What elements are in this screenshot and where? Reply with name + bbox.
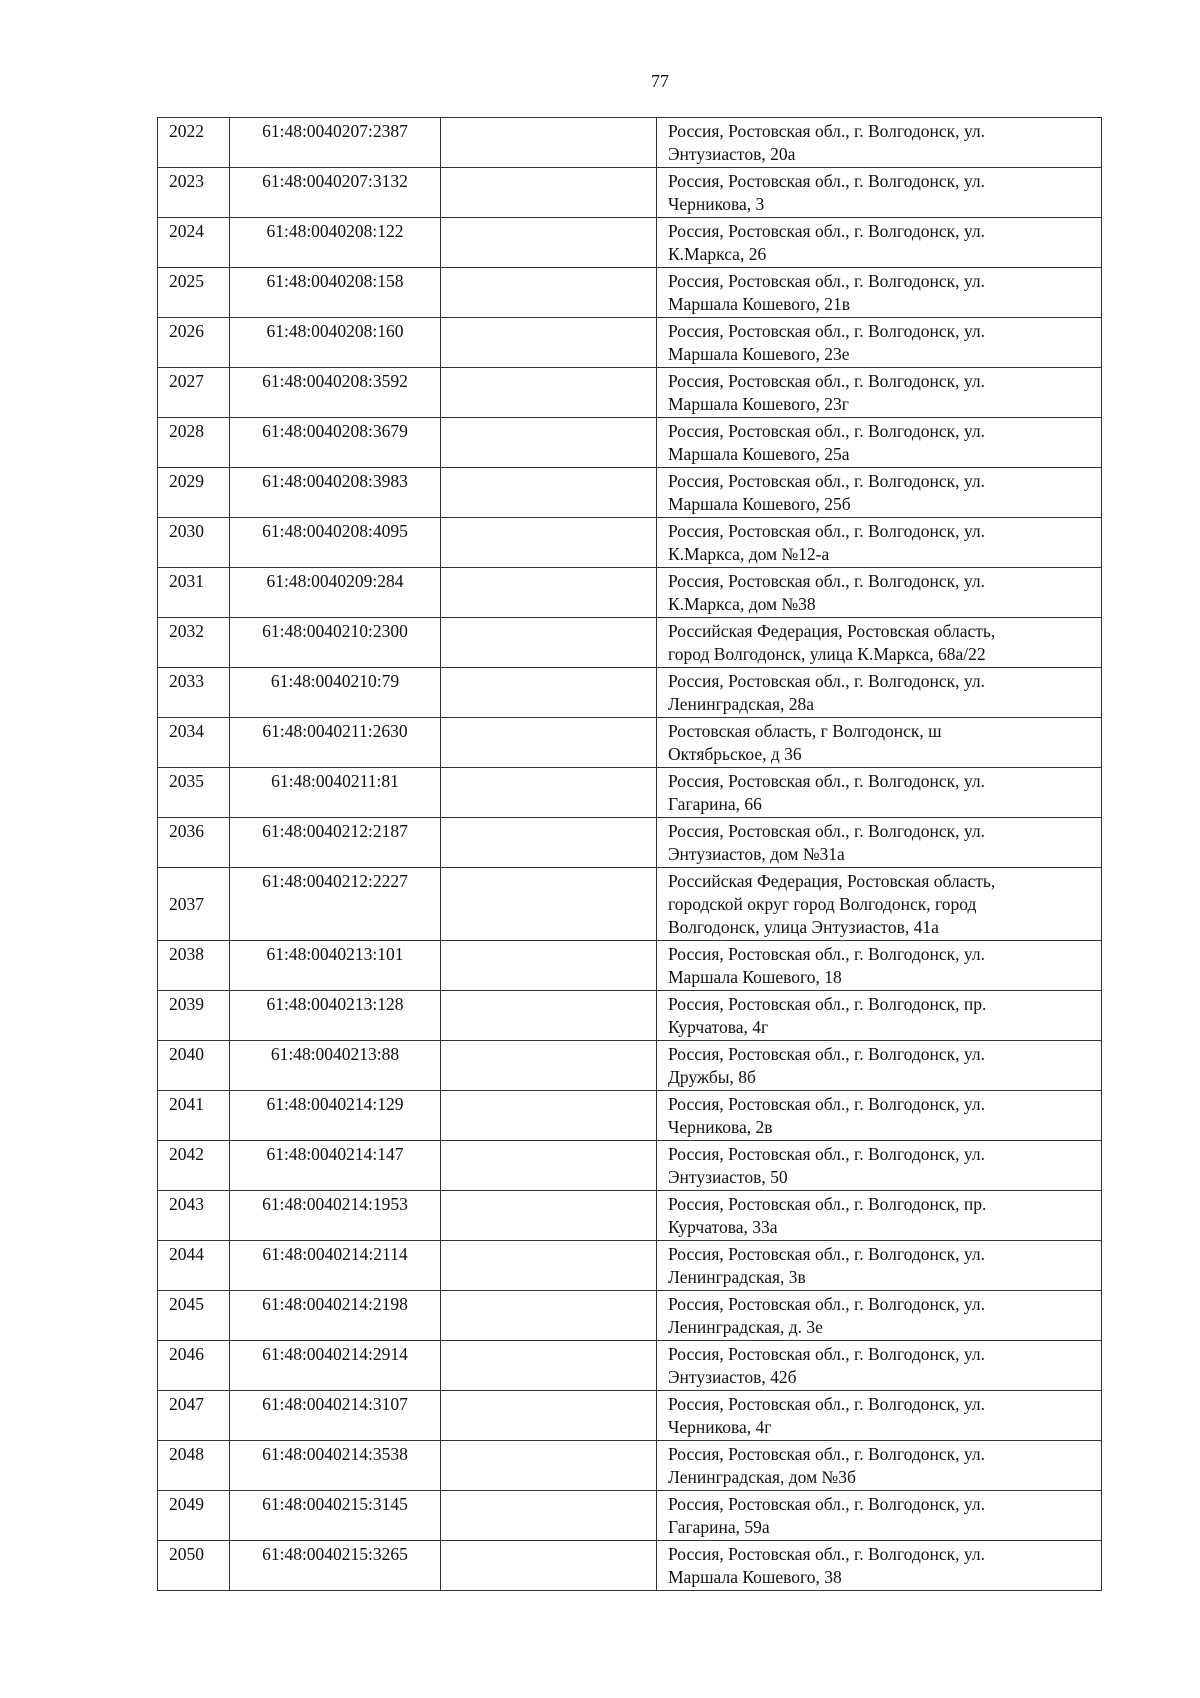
address-cell (657, 1391, 1102, 1441)
table-row (158, 1241, 1102, 1291)
address-line: Маршала Кошевого, 18 (668, 967, 842, 987)
cadastral-number-cell: 61:48:0040214:2114 (230, 1241, 441, 1291)
row-number-cell: 2049 (158, 1491, 230, 1541)
address-cell (657, 368, 1102, 418)
row-number-cell: 2035 (158, 768, 230, 818)
address-line: Россия, Ростовская обл., г. Волгодонск, ул. (668, 271, 986, 291)
row-number-cell: 2030 (158, 518, 230, 568)
address-cell (657, 468, 1102, 518)
address-line: Российская Федерация, Ростовская область, (668, 871, 996, 891)
address-line: К.Маркса, 26 (668, 244, 767, 264)
address-line: Волгодонск, улица Энтузиастов, 41а (668, 917, 939, 937)
address-cell (657, 1491, 1102, 1541)
empty-cell (441, 418, 657, 468)
cadastral-number-cell: 61:48:0040212:2187 (230, 818, 441, 868)
cadastral-number-cell: 61:48:0040210:79 (230, 668, 441, 718)
address-line: Дружбы, 8б (668, 1067, 756, 1087)
empty-cell (441, 118, 657, 168)
row-number-cell: 2044 (158, 1241, 230, 1291)
address-cell (657, 168, 1102, 218)
address-line: Российская Федерация, Ростовская область, (668, 621, 996, 641)
row-number-cell: 2025 (158, 268, 230, 318)
empty-cell (441, 991, 657, 1041)
address-cell (657, 768, 1102, 818)
empty-cell (441, 568, 657, 618)
row-number-cell: 2023 (158, 168, 230, 218)
address-line: Курчатова, 33а (668, 1217, 778, 1237)
address-line: Россия, Ростовская обл., г. Волгодонск, ул. (668, 321, 986, 341)
cadastral-number-cell: 61:48:0040213:101 (230, 941, 441, 991)
row-number-cell: 2043 (158, 1191, 230, 1241)
registry-table (157, 117, 1102, 1591)
address-cell (657, 991, 1102, 1041)
table-row (158, 518, 1102, 568)
table-row (158, 1091, 1102, 1141)
row-number-cell: 2037 (158, 868, 230, 941)
address-line: Маршала Кошевого, 25б (668, 494, 851, 514)
table-row (158, 718, 1102, 768)
address-line: Маршала Кошевого, 25а (668, 444, 850, 464)
cadastral-number-cell: 61:48:0040207:3132 (230, 168, 441, 218)
row-number-cell: 2029 (158, 468, 230, 518)
address-line: Россия, Ростовская обл., г. Волгодонск, ул. (668, 671, 986, 691)
address-cell (657, 868, 1102, 941)
row-number-cell: 2048 (158, 1441, 230, 1491)
table-row (158, 368, 1102, 418)
table-row (158, 1391, 1102, 1441)
address-line: Ленинградская, 3в (668, 1267, 806, 1287)
cadastral-number-cell: 61:48:0040213:128 (230, 991, 441, 1041)
address-cell (657, 718, 1102, 768)
empty-cell (441, 768, 657, 818)
empty-cell (441, 368, 657, 418)
address-line: Россия, Ростовская обл., г. Волгодонск, ул. (668, 421, 986, 441)
row-number-cell: 2031 (158, 568, 230, 618)
cadastral-number-cell: 61:48:0040214:3107 (230, 1391, 441, 1441)
empty-cell (441, 518, 657, 568)
empty-cell (441, 718, 657, 768)
address-cell (657, 1291, 1102, 1341)
address-cell (657, 1341, 1102, 1391)
cadastral-number-cell: 61:48:0040208:3983 (230, 468, 441, 518)
address-line: Россия, Ростовская обл., г. Волгодонск, ул. (668, 1544, 986, 1564)
table-row (158, 941, 1102, 991)
address-cell (657, 218, 1102, 268)
address-line: Курчатова, 4г (668, 1017, 769, 1037)
empty-cell (441, 818, 657, 868)
row-number-cell: 2033 (158, 668, 230, 718)
cadastral-number-cell: 61:48:0040214:1953 (230, 1191, 441, 1241)
empty-cell (441, 1341, 657, 1391)
empty-cell (441, 1191, 657, 1241)
empty-cell (441, 1041, 657, 1091)
address-line: Россия, Ростовская обл., г. Волгодонск, ул. (668, 1144, 986, 1164)
address-line: К.Маркса, дом №38 (668, 594, 816, 614)
address-line: Черникова, 4г (668, 1417, 772, 1437)
cadastral-number-cell: 61:48:0040208:3679 (230, 418, 441, 468)
address-line: Россия, Ростовская обл., г. Волгодонск, ул. (668, 171, 986, 191)
address-line: Россия, Ростовская обл., г. Волгодонск, ул. (668, 944, 986, 964)
address-line: Маршала Кошевого, 23е (668, 344, 850, 364)
address-cell (657, 818, 1102, 868)
row-number-cell: 2024 (158, 218, 230, 268)
row-number-cell: 2022 (158, 118, 230, 168)
address-cell (657, 618, 1102, 668)
address-line: Россия, Ростовская обл., г. Волгодонск, ул. (668, 1494, 986, 1514)
address-line: Энтузиастов, 20а (668, 144, 796, 164)
address-line: Россия, Ростовская обл., г. Волгодонск, ул. (668, 121, 986, 141)
address-line: Гагарина, 59а (668, 1517, 770, 1537)
row-number-cell: 2047 (158, 1391, 230, 1441)
table-row (158, 1191, 1102, 1241)
row-number-cell: 2045 (158, 1291, 230, 1341)
address-line: Ленинградская, д. 3е (668, 1317, 823, 1337)
address-line: Россия, Ростовская обл., г. Волгодонск, ул. (668, 821, 986, 841)
address-line: Маршала Кошевого, 23г (668, 394, 849, 414)
address-cell (657, 418, 1102, 468)
address-line: Ленинградская, дом №3б (668, 1467, 856, 1487)
table-row (158, 418, 1102, 468)
row-number-cell: 2042 (158, 1141, 230, 1191)
empty-cell (441, 668, 657, 718)
address-cell (657, 668, 1102, 718)
address-cell (657, 1141, 1102, 1191)
page-number: 77 (651, 71, 669, 91)
row-number-cell: 2036 (158, 818, 230, 868)
empty-cell (441, 1241, 657, 1291)
table-row (158, 618, 1102, 668)
address-line: Октябрьское, д 36 (668, 744, 802, 764)
empty-cell (441, 1091, 657, 1141)
address-line: Россия, Ростовская обл., г. Волгодонск, ул. (668, 521, 986, 541)
table-row (158, 318, 1102, 368)
row-number-cell: 2032 (158, 618, 230, 668)
cadastral-number-cell: 61:48:0040211:2630 (230, 718, 441, 768)
address-line: К.Маркса, дом №12-а (668, 544, 830, 564)
address-line: Маршала Кошевого, 21в (668, 294, 851, 314)
row-number-cell: 2041 (158, 1091, 230, 1141)
address-cell (657, 518, 1102, 568)
cadastral-number-cell: 61:48:0040211:81 (230, 768, 441, 818)
address-line: Россия, Ростовская обл., г. Волгодонск, ул. (668, 1344, 986, 1364)
table-row (158, 1441, 1102, 1491)
address-cell (657, 1441, 1102, 1491)
cadastral-number-cell: 61:48:0040215:3265 (230, 1541, 441, 1591)
cadastral-number-cell: 61:48:0040208:160 (230, 318, 441, 368)
row-number-cell: 2028 (158, 418, 230, 468)
table-row (158, 1141, 1102, 1191)
address-cell (657, 568, 1102, 618)
cadastral-number-cell: 61:48:0040207:2387 (230, 118, 441, 168)
table-row (158, 468, 1102, 518)
cadastral-number-cell: 61:48:0040214:147 (230, 1141, 441, 1191)
address-line: Россия, Ростовская обл., г. Волгодонск, ул. (668, 1294, 986, 1314)
cadastral-number-cell: 61:48:0040208:3592 (230, 368, 441, 418)
empty-cell (441, 1541, 657, 1591)
address-line: Россия, Ростовская обл., г. Волгодонск, ул. (668, 1094, 986, 1114)
row-number-cell: 2034 (158, 718, 230, 768)
table-row (158, 1341, 1102, 1391)
address-line: Россия, Ростовская обл., г. Волгодонск, ул. (668, 1044, 986, 1064)
address-cell (657, 118, 1102, 168)
address-line: Черникова, 3 (668, 194, 765, 214)
address-line: город Волгодонск, улица К.Маркса, 68а/22 (668, 644, 986, 664)
address-line: Гагарина, 66 (668, 794, 762, 814)
cadastral-number-cell: 61:48:0040214:3538 (230, 1441, 441, 1491)
address-cell (657, 1041, 1102, 1091)
row-number-cell: 2038 (158, 941, 230, 991)
address-cell (657, 941, 1102, 991)
empty-cell (441, 618, 657, 668)
cadastral-number-cell: 61:48:0040214:2198 (230, 1291, 441, 1341)
row-number-cell: 2050 (158, 1541, 230, 1591)
table-row (158, 1291, 1102, 1341)
cadastral-number-cell: 61:48:0040208:158 (230, 268, 441, 318)
empty-cell (441, 268, 657, 318)
cadastral-number-cell: 61:48:0040215:3145 (230, 1491, 441, 1541)
row-number-cell: 2040 (158, 1041, 230, 1091)
address-line: городской округ город Волгодонск, город (668, 894, 977, 914)
address-cell (657, 1091, 1102, 1141)
address-line: Энтузиастов, 42б (668, 1367, 797, 1387)
table-row (158, 568, 1102, 618)
address-line: Россия, Ростовская обл., г. Волгодонск, пр. (668, 994, 987, 1014)
table-row (158, 218, 1102, 268)
address-line: Россия, Ростовская обл., г. Волгодонск, ул. (668, 571, 986, 591)
empty-cell (441, 468, 657, 518)
address-line: Россия, Ростовская обл., г. Волгодонск, ул. (668, 1244, 986, 1264)
empty-cell (441, 218, 657, 268)
address-cell (657, 1191, 1102, 1241)
table-row (158, 768, 1102, 818)
address-line: Черникова, 2в (668, 1117, 773, 1137)
address-cell (657, 1241, 1102, 1291)
table-row (158, 1041, 1102, 1091)
address-line: Россия, Ростовская обл., г. Волгодонск, ул. (668, 221, 986, 241)
address-cell (657, 1541, 1102, 1591)
table-row (158, 268, 1102, 318)
address-line: Энтузиастов, 50 (668, 1167, 788, 1187)
empty-cell (441, 1141, 657, 1191)
address-cell (657, 268, 1102, 318)
cadastral-number-cell: 61:48:0040214:129 (230, 1091, 441, 1141)
cadastral-number-cell: 61:48:0040208:4095 (230, 518, 441, 568)
row-number-cell: 2046 (158, 1341, 230, 1391)
table-row (158, 1541, 1102, 1591)
table-row (158, 991, 1102, 1041)
row-number-cell: 2027 (158, 368, 230, 418)
address-line: Россия, Ростовская обл., г. Волгодонск, ул. (668, 1394, 986, 1414)
empty-cell (441, 1391, 657, 1441)
empty-cell (441, 1441, 657, 1491)
address-line: Энтузиастов, дом №31а (668, 844, 845, 864)
table-row (158, 868, 1102, 941)
cadastral-number-cell: 61:48:0040214:2914 (230, 1341, 441, 1391)
row-number-cell: 2039 (158, 991, 230, 1041)
empty-cell (441, 1491, 657, 1541)
table-row (158, 818, 1102, 868)
table-row (158, 118, 1102, 168)
cadastral-number-cell: 61:48:0040208:122 (230, 218, 441, 268)
address-line: Россия, Ростовская обл., г. Волгодонск, ул. (668, 471, 986, 491)
empty-cell (441, 1291, 657, 1341)
cadastral-number-cell: 61:48:0040209:284 (230, 568, 441, 618)
address-line: Россия, Ростовская обл., г. Волгодонск, ул. (668, 371, 986, 391)
empty-cell (441, 941, 657, 991)
address-line: Маршала Кошевого, 38 (668, 1567, 842, 1587)
table-row (158, 1491, 1102, 1541)
address-line: Россия, Ростовская обл., г. Волгодонск, ул. (668, 1444, 986, 1464)
empty-cell (441, 868, 657, 941)
empty-cell (441, 168, 657, 218)
cadastral-number-cell: 61:48:0040213:88 (230, 1041, 441, 1091)
cadastral-number-cell: 61:48:0040212:2227 (230, 868, 441, 941)
cadastral-number-cell: 61:48:0040210:2300 (230, 618, 441, 668)
registry-table-body (158, 118, 1102, 1591)
table-row (158, 168, 1102, 218)
empty-cell (441, 318, 657, 368)
address-line: Ленинградская, 28а (668, 694, 815, 714)
address-cell (657, 318, 1102, 368)
table-row (158, 668, 1102, 718)
address-line: Россия, Ростовская обл., г. Волгодонск, ул. (668, 771, 986, 791)
address-line: Россия, Ростовская обл., г. Волгодонск, пр. (668, 1194, 987, 1214)
row-number-cell: 2026 (158, 318, 230, 368)
address-line: Ростовская область, г Волгодонск, ш (668, 721, 942, 741)
